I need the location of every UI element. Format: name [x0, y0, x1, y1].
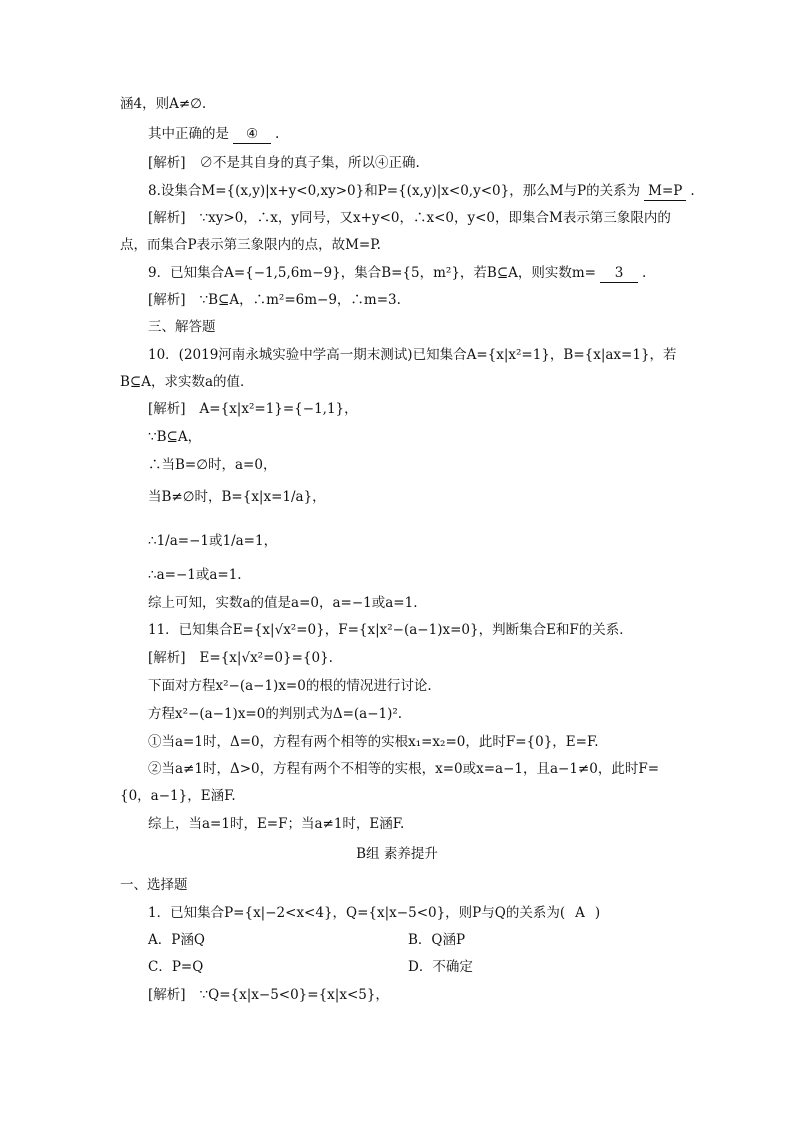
text-line: ①当a=1时，Δ=0，方程有两个相等的实根x₁=x₂=0，此时F={0}，E=F.	[148, 734, 599, 750]
text-line: ∴1/a=−1或1/a=1，	[148, 533, 278, 549]
analysis-line: [解析] ∵Q={x|x−5<0}={x|x<5}，	[148, 987, 389, 1003]
text-line: 综上，当a=1时，E=F；当a≠1时，E涵F.	[148, 816, 405, 832]
group-b-heading: B组 素养提升	[356, 846, 438, 862]
option-b: B．Q涵P	[408, 932, 466, 948]
question-10: 10．(2019河南永城实验中学高一期末测试)已知集合A={x|x²=1}，B={x|ax=1}，若	[148, 347, 677, 363]
text-line: 涵4，则A≠∅.	[120, 96, 207, 112]
question-8: 8.设集合M={(x,y)|x+y<0,xy>0}和P={(x,y)|x<0,y<0}，那么M与P的关系为 M=P .	[148, 183, 695, 199]
analysis-line: [解析] ∅不是其自身的真子集，所以④正确.	[148, 155, 420, 171]
option-a: A．P涵Q	[148, 932, 205, 948]
text-line: ∵B⊆A，	[148, 429, 202, 445]
question-b1: 1．已知集合P={x|−2<x<4}，Q={x|x−5<0}，则P与Q的关系为( A )	[148, 905, 601, 921]
text-line: ∴当B=∅时，a=0，	[148, 457, 277, 473]
question-9: 9．已知集合A={−1,5,6m−9}，集合B={5，m²}，若B⊆A，则实数m= 3 .	[148, 265, 647, 281]
option-c: C．P=Q	[148, 959, 204, 975]
analysis-line: [解析] ∵xy>0，∴x，y同号，又x+y<0，∴x<0，y<0，即集合M表示第三象限内的	[148, 210, 671, 226]
section-heading: 一、选择题	[120, 877, 188, 893]
analysis-line: [解析] A={x|x²=1}={−1,1}，	[148, 401, 358, 417]
text-line: B⊆A，求实数a的值．	[120, 374, 254, 390]
analysis-line: [解析] E={x|√x²=0}={0}.	[148, 650, 333, 666]
option-d: D．不确定	[408, 959, 473, 975]
text-line: 下面对方程x²−(a−1)x=0的根的情况进行讨论.	[148, 678, 432, 694]
text-line: ∴a=−1或a=1.	[148, 567, 242, 583]
text-line: ②当a≠1时，Δ>0，方程有两个不相等的实根，x=0或x=a−1，且a−1≠0，此时F=	[148, 761, 660, 777]
question-11: 11．已知集合E={x|√x²=0}，F={x|x²−(a−1)x=0}，判断集合E和F的关系．	[148, 622, 633, 638]
text-line: 方程x²−(a−1)x=0的判别式为Δ=(a−1)².	[148, 706, 403, 722]
question-7-answer-line: 其中正确的是 ④ .	[148, 126, 280, 142]
analysis-line: [解析] ∵B⊆A，∴m²=6m−9，∴m=3.	[148, 292, 401, 308]
section-heading: 三、解答题	[148, 319, 216, 335]
text-line: {0，a−1}，E涵F.	[120, 788, 236, 804]
text-line: 点，而集合P表示第三象限内的点，故M=P.	[120, 237, 381, 253]
text-line: 当B≠∅时，B={x|x=1/a}，	[148, 489, 326, 505]
text-line: 综上可知，实数a的值是a=0，a=−1或a=1.	[148, 595, 418, 611]
